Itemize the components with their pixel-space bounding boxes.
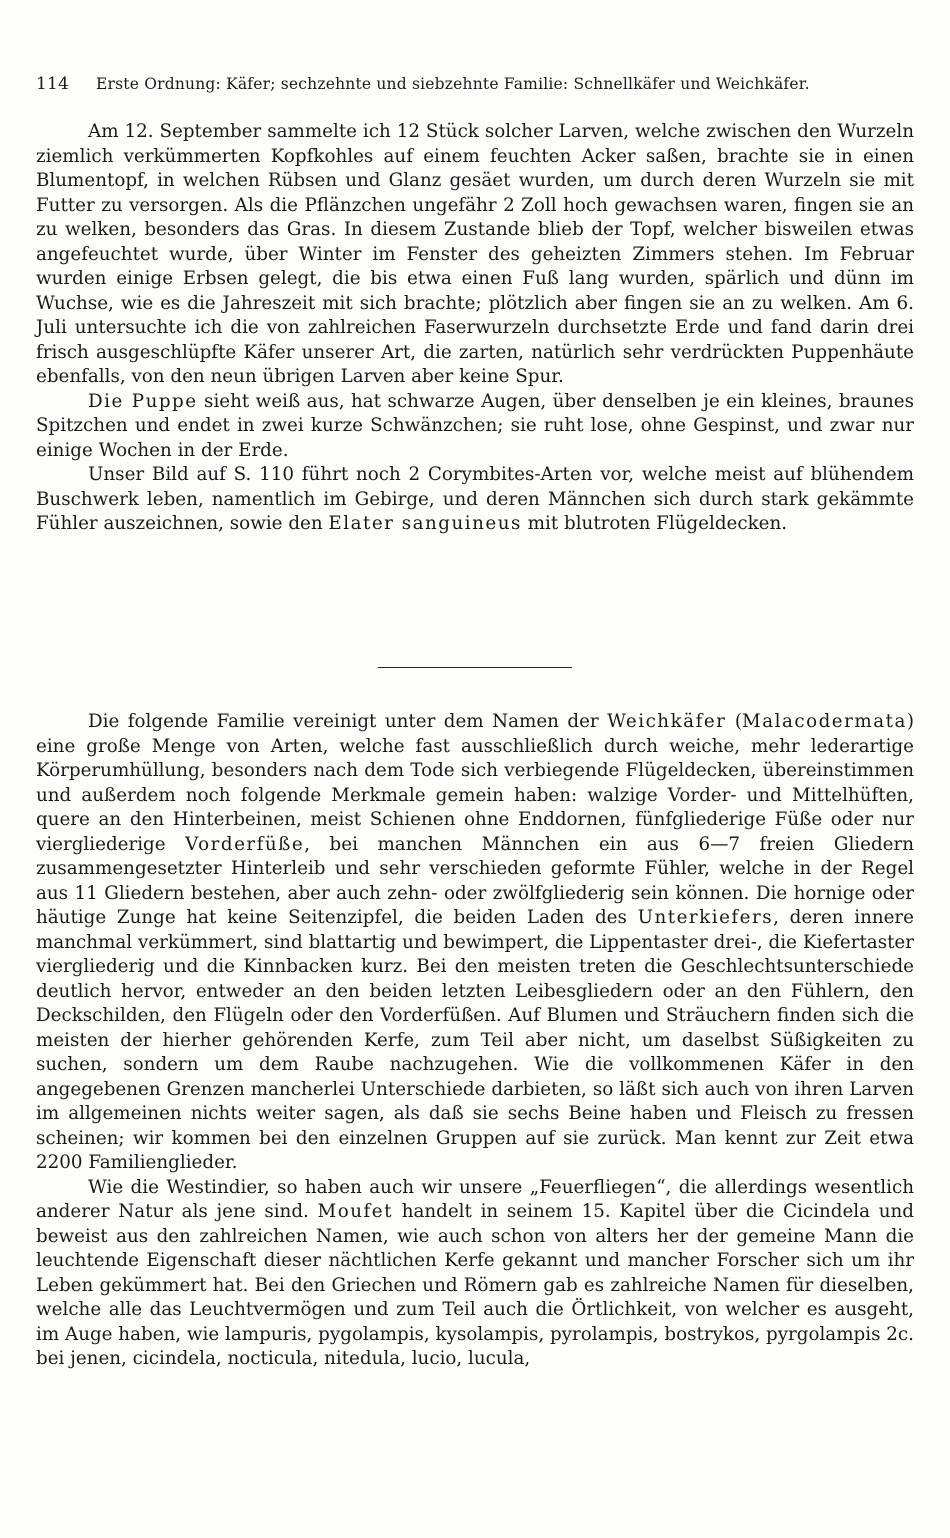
page-number: 114	[36, 74, 70, 94]
spaced-term: Unterkiefers	[637, 907, 774, 928]
latin-term: Elater sanguineus	[328, 513, 522, 534]
paragraph: Wie die Westindier, so haben auch wir unsere „Feuerfliegen“, die allerdings wesentlich anderer Natur als jene sind. Moufet handelt in seinem 15. Kapitel über die Cicindela und beweist aus den zahlreichen Namen, wie auch schon von alters her der gemeine Mann die leuchtende Eigenschaft dieser nächtlichen Kerfe gekannt und mancher Forscher sich um ihr Leben gekümmert hat. Bei den Griechen und Römern gab es zahlreiche Namen für dieselben, welche alle das Leuchtvermögen und zum Teil auch die Örtlichkeit, von welcher es ausgeht, im Auge haben, wie lampuris, pygolampis, kysolampis, pyrolampis, bostrykos, pyrgolampis 2c. bei jenen, cicindela, nocticula, nitedula, lucio, lucula,	[36, 1176, 914, 1369]
paragraph: Die Puppe sieht weiß aus, hat schwarze Augen, über denselben je ein kleines, braunes Spitzchen und endet in zwei kurze Schwänzchen; sie ruht lose, ohne Gespinst, und zwar nur einige Wochen in der Erde.	[36, 390, 914, 461]
latin-term: Cicindela	[783, 1201, 871, 1222]
latin-term: cicindela, nocticula, nitedula, lucio, lucula,	[132, 1348, 531, 1369]
latin-term: Corymbites	[427, 464, 535, 485]
latin-term: Malacodermata	[742, 711, 907, 732]
paragraph: Unser Bild auf S. 110 führt noch 2 Corymbites-Arten vor, welche meist auf blühendem Buschwerk leben, namentlich im Gebirge, und deren Männchen sich durch stark gekämmte Fühler auszeichnen, sowie den Elater sanguineus mit blutroten Flügeldecken.	[36, 464, 914, 534]
spaced-term: Weichkäfer	[607, 711, 727, 732]
section-larvae-observation	[36, 120, 914, 537]
section-divider	[378, 667, 572, 668]
section-malacodermata	[36, 710, 914, 1372]
spaced-term: Vorderfüße	[185, 833, 305, 855]
running-title: Erste Ordnung: Käfer; sechzehnte und siebzehnte Familie: Schnellkäfer und Weichkäfer.	[96, 75, 810, 93]
running-header	[36, 74, 916, 94]
spaced-term: Die Puppe	[88, 390, 198, 412]
spaced-term: Moufet	[317, 1201, 393, 1222]
latin-term: lampuris, pygolampis, kysolampis, pyrolampis, bostrykos, pyrgolampis	[225, 1323, 881, 1345]
paragraph: Die folgende Familie vereinigt unter dem Namen der Weichkäfer (Malacodermata) eine große Menge von Arten, welche fast ausschließlich durch weiche, mehr lederartige Körperumhüllung, besonders nach dem Tode sich verbiegende Flügeldecken, übereinstimmen und außerdem noch folgende Merkmale gemein haben: walzige Vorder- und Mittelhüften, quere an den Hinterbeinen, meist Schienen ohne Enddornen, fünfgliederige Füße oder nur viergliederige Vorderfüße, bei manchen Männchen ein aus 6—7 freien Gliedern zusammengesetzter Hinterleib und sehr verschieden geformte Fühler, welche in der Regel aus 11 Gliedern bestehen, aber auch zehn- oder zwölfgliederig sein können. Die hornige oder häutige Zunge hat keine Seitenzipfel, die beiden Laden des Unterkiefers, deren innere manchmal verkümmert, sind blattartig und bewimpert, die Lippentaster drei-, die Kiefertaster viergliederig und die Kinnbacken kurz. Bei den meisten treten die Geschlechtsunterschiede deutlich hervor, entweder an den beiden letzten Leibesgliedern oder an den Fühlern, den Deckschilden, den Flügeln oder den Vorderfüßen. Auf Blumen und Sträuchern finden sich die meisten der hierher gehörenden Kerfe, zum Teil aber nicht, um daselbst Süßigkeiten zu suchen, sondern um dem Raube nachzugehen. Wie die vollkommenen Käfer in den angegebenen Grenzen mancherlei Unterschiede darbieten, so läßt sich auch von ihren Larven im allgemeinen nichts weiter sagen, als daß sie sechs Beine haben und Fleisch zu fressen scheinen; wir kommen bei den einzelnen Gruppen auf sie zurück. Man kennt zur Zeit etwa 2200 Familienglieder.	[36, 711, 914, 1173]
paragraph: Am 12. September sammelte ich 12 Stück solcher Larven, welche zwischen den Wurzeln ziemlich verkümmerten Kopfkohles auf einem feuchten Acker saßen, brachte sie in einen Blumentopf, in welchen Rübsen und Glanz gesäet wurden, um durch deren Wurzeln sie mit Futter zu versorgen. Als die Pflänzchen ungefähr 2 Zoll hoch gewachsen waren, fingen sie an zu welken, besonders das Gras. In diesem Zustande blieb der Topf, welcher bisweilen etwas angefeuchtet wurde, über Winter im Fenster des geheizten Zimmers stehen. Im Februar wurden einige Erbsen gelegt, die bis etwa einen Fuß lang wurden, spärlich und dünn im Wuchse, wie es die Jahreszeit mit sich brachte; plötzlich aber fingen sie an zu welken. Am 6. Juli untersuchte ich die von zahlreichen Faserwurzeln durchsetzte Erde und fand darin drei frisch ausgeschlüpfte Käfer unserer Art, die zarten, natürlich sehr verdrückten Puppenhäute ebenfalls, von den neun übrigen Larven aber keine Spur.	[36, 121, 914, 387]
